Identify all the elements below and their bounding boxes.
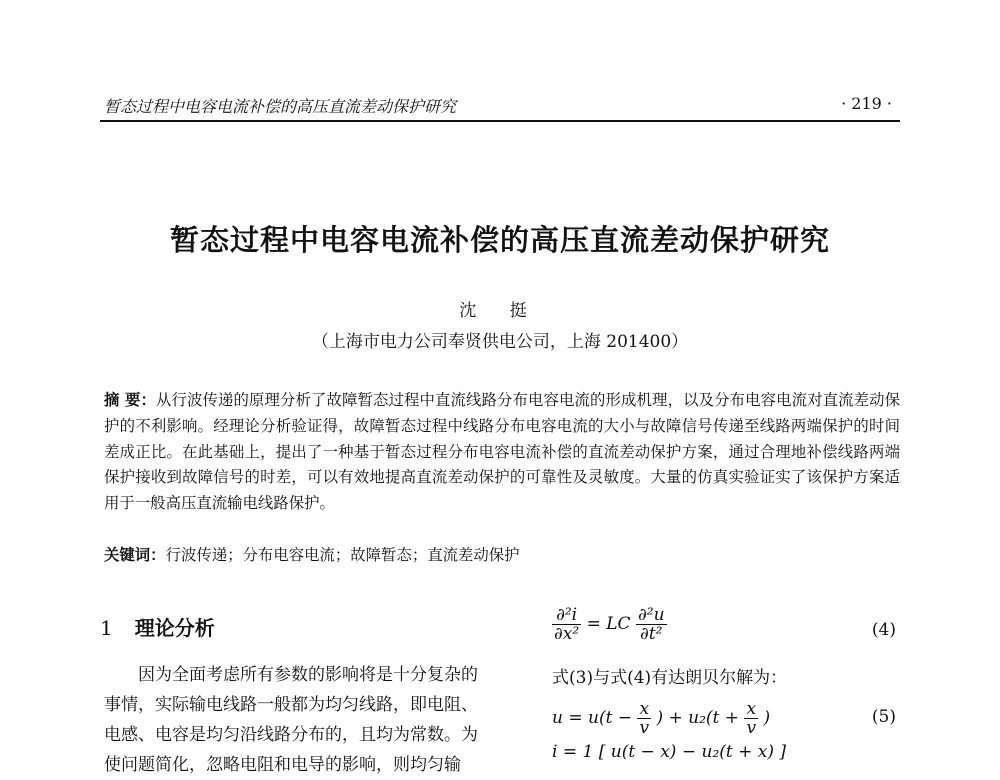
abstract-text: 从行波传递的原理分析了故障暂态过程中直流线路分布电容电流的形成机理，以及分布电容电流对直流差动保护的不利影响。经理论分析验证得，故障暂态过程中线路分布电容电流的大小与故障信号传递至线路两端保护的时间差成正比。在此基础上，提出了一种基于暂态过程分布电容电流补偿的直流差动保护方案，通过合理地补偿线路两端保护接收到故障信号的时差，可以有效地提高直流差动保护的可靠性及灵敏度。大量的仿真实验证实了该保护方案适用于一般高压直流输电线路保护。 bbox=[104, 391, 900, 513]
equation-5 bbox=[552, 700, 770, 737]
paper-title: 暂态过程中电容电流补偿的高压直流差动保护研究 bbox=[169, 223, 830, 257]
eq5-right: ) bbox=[763, 708, 771, 728]
eq5-f1-denominator: v bbox=[639, 718, 650, 738]
equation-5-number: (5) bbox=[871, 707, 896, 727]
eq5-left: u = u(t − bbox=[552, 708, 638, 728]
eq4-lhs-denominator: ∂x² bbox=[554, 624, 580, 644]
eq5-f1-numerator: x bbox=[637, 700, 651, 719]
eq4-rhs-numerator: ∂²u bbox=[637, 605, 665, 625]
page-number: · 219 · bbox=[841, 94, 892, 113]
section-heading bbox=[100, 612, 215, 641]
equation-intro: 式(3)与式(4)有达朗贝尔解为： bbox=[552, 668, 788, 688]
eq5-fraction-2 bbox=[744, 700, 758, 737]
keywords bbox=[104, 543, 900, 565]
header-rule bbox=[100, 120, 900, 122]
equation-4-number: (4) bbox=[871, 620, 896, 640]
abstract-label: 摘 要： bbox=[104, 391, 156, 409]
equation-6-partial: i = 1 [ u(t − x) − u₂(t + x) ] bbox=[552, 742, 787, 762]
eq5-fraction-1 bbox=[637, 700, 651, 737]
eq4-rhs-denominator: ∂t² bbox=[640, 624, 663, 644]
eq4-lhs-fraction bbox=[552, 606, 581, 643]
affiliation: （上海市电力公司奉贤供电公司，上海 201400） bbox=[311, 332, 689, 352]
author: 沈 挺 bbox=[459, 301, 541, 321]
eq5-middle: ) + u₂(t + bbox=[656, 708, 745, 728]
keywords-label: 关键词： bbox=[104, 546, 166, 564]
eq5-f2-numerator: x bbox=[744, 700, 758, 719]
body-paragraph: 因为全面考虑所有参数的影响将是十分复杂的事情，实际输电线路一般都为均匀线路，即电阻、电感、电容是均匀沿线路分布的，且均为常数。为使问题简化，忽略电阻和电导的影响，则均匀输 bbox=[104, 665, 478, 775]
section-number: 1 bbox=[100, 616, 113, 640]
eq4-lhs-numerator: ∂²i bbox=[552, 606, 581, 625]
eq4-middle: = LC bbox=[586, 614, 631, 634]
eq4-rhs-fraction bbox=[636, 606, 667, 643]
keywords-text: 行波传递；分布电容电流；故障暂态；直流差动保护 bbox=[165, 546, 520, 564]
running-title: 暂态过程中电容电流补偿的高压直流差动保护研究 bbox=[104, 97, 457, 116]
abstract bbox=[104, 388, 900, 517]
equation-4 bbox=[552, 606, 667, 643]
section-title: 理论分析 bbox=[134, 616, 215, 640]
eq5-f2-denominator: v bbox=[746, 718, 757, 738]
